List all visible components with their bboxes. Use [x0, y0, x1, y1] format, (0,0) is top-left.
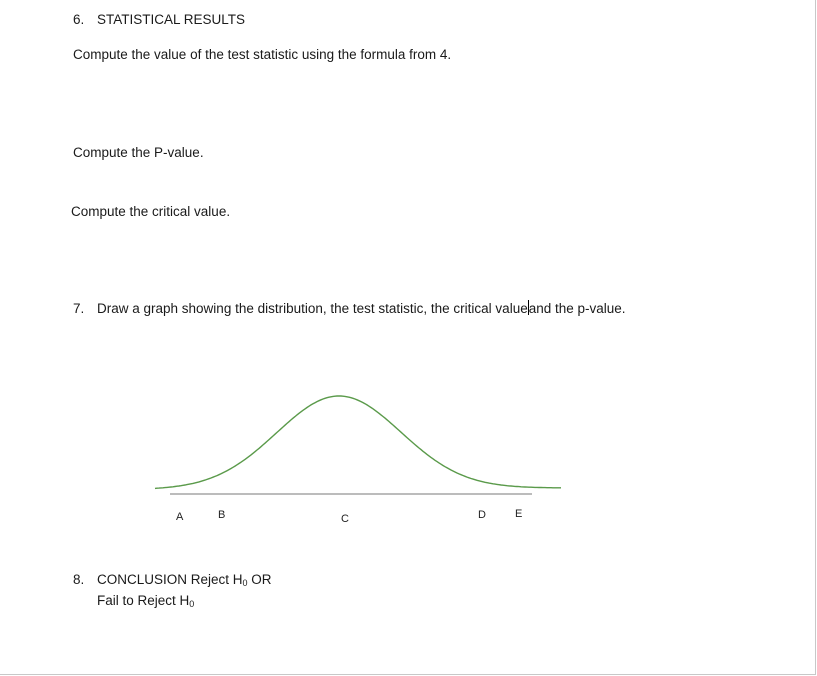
section-8-line1	[73, 571, 272, 592]
h0-subscript-2: 0	[189, 599, 195, 609]
section-7-text-part2: and the p-value.	[528, 301, 626, 316]
label-a: A	[176, 511, 184, 523]
section-7-text-part1: Draw a graph showing the distribution, the test statistic, the critical value	[97, 301, 528, 316]
conclusion-text: CONCLUSION Reject H	[97, 572, 243, 587]
label-d: D	[478, 509, 486, 521]
or-text: OR	[247, 572, 272, 587]
question-test-statistic: Compute the value of the test statistic using the formula from 4.	[73, 47, 452, 62]
fail-to-reject-text: Fail to Reject H	[97, 593, 190, 608]
section-8-line2	[97, 592, 194, 613]
question-p-value: Compute the P-value.	[73, 145, 204, 160]
label-c: C	[341, 513, 349, 525]
bell-curve	[155, 396, 561, 488]
label-e: E	[515, 508, 523, 520]
section-8-number: 8.	[73, 572, 85, 587]
section-6-title: STATISTICAL RESULTS	[97, 12, 246, 27]
h0-subscript: 0	[242, 578, 248, 588]
question-critical-value: Compute the critical value.	[71, 204, 231, 219]
label-b: B	[218, 509, 226, 521]
section-6-number: 6.	[73, 12, 85, 27]
section-7-number: 7.	[73, 301, 85, 316]
